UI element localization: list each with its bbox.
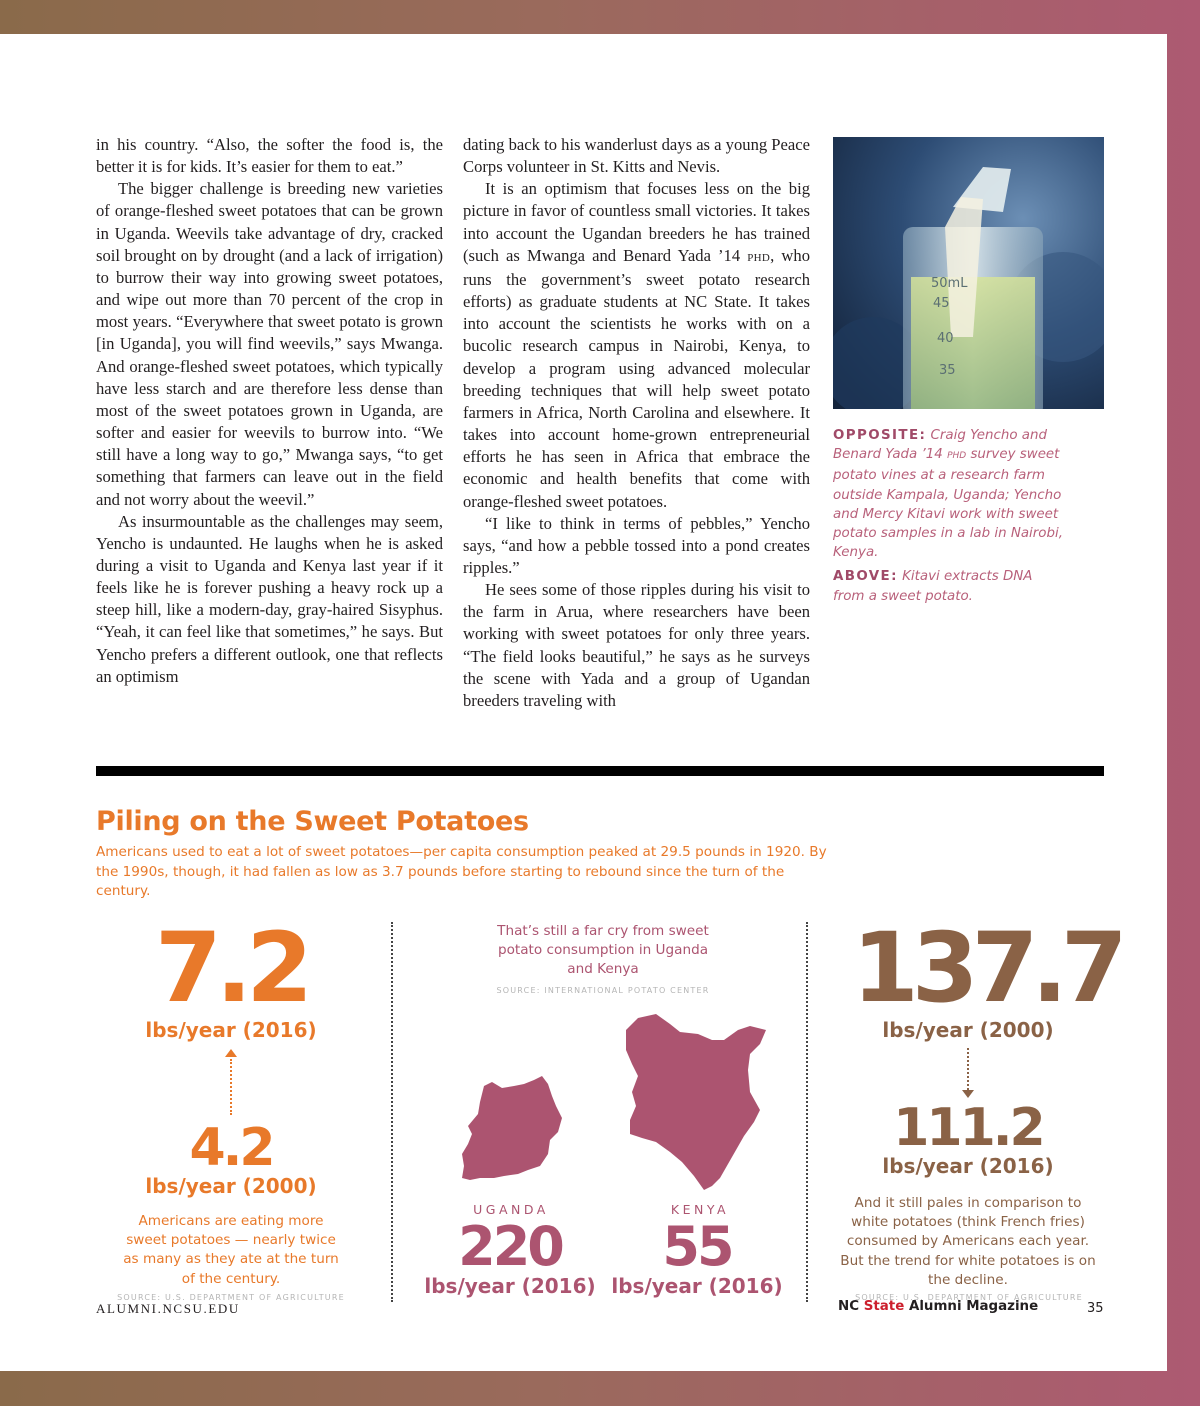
- stat-value: 111.2: [893, 1098, 1043, 1158]
- uganda-label: UGANDA: [473, 1202, 549, 1217]
- section-divider: [96, 766, 1104, 776]
- stat-unit: lbs/year (2016): [145, 1018, 317, 1042]
- stat-value: 55: [662, 1215, 732, 1278]
- stat-unit: lbs/year (2016): [882, 1154, 1054, 1178]
- dotted-connector: [967, 1048, 969, 1090]
- article-column-1: [96, 134, 443, 688]
- svg-text:40: 40: [937, 331, 954, 346]
- svg-text:45: 45: [933, 296, 950, 311]
- us-2016-stat: [120, 912, 342, 1042]
- stat-unit: lbs/year (2000): [882, 1018, 1054, 1042]
- uganda-stat: [420, 1215, 600, 1298]
- dotted-divider: [806, 922, 808, 1302]
- paragraph: As insurmountable as the challenges may seem, Yencho is undaunted. He laughs when he is asked during a visit to Uganda and Kenya last year if it feels like he is forever pushing a heavy rock up a steep hill, like a modern-day, gray-haired Sisyphus. “Yeah, it can feel like that sometimes,” he says. But Yencho prefers a different outlook, one that reflects an optimism: [96, 511, 443, 686]
- stat-value: 220: [458, 1215, 562, 1278]
- infographic-subtitle: Americans used to eat a lot of sweet potatoes—per capita consumption peaked at 29.5 pounds in 1920. By the 1990s, though, it had fallen as low as 3.7 pounds before starting to rebound since the turn of the century.: [96, 844, 827, 899]
- kenya-label: KENYA: [670, 1202, 730, 1217]
- page-number: 35: [1087, 1301, 1104, 1316]
- paragraph: It is an optimism that focuses less on the big picture in favor of countless small victories. It takes into account the Ugandan breeders he has trained (such as Mwanga and Benard Yada ’14 PHD, who runs the government’s sweet potato research efforts) as graduate students at NC State. It takes into account the scientists he works with on a bucolic research campus in Nairobi, Kenya, to develop a program using advanced molecular breeding techniques that will help sweet potato farmers in Africa, North Carolina and elsewhere. It takes into account home-grown entrepreneurial efforts he has seen in Africa that embrace the economic and health benefits that come with orange-fleshed sweet potatoes.: [463, 179, 810, 511]
- stat-unit: lbs/year (2016): [424, 1274, 596, 1298]
- paragraph: He sees some of those ripples during his visit to the farm in Arua, where researchers have been working with sweet potatoes for only three years. “The field looks beautiful,” he says as he surveys the scene with Yada and a group of Ugandan breeders traveling with: [463, 580, 810, 710]
- infographic-title: Piling on the Sweet Potatoes: [96, 806, 529, 837]
- us-2000-stat: [120, 1118, 342, 1198]
- dotted-connector: [230, 1059, 232, 1115]
- stat-value: 7.2: [154, 912, 308, 1024]
- kenya-map: [620, 1010, 790, 1200]
- caption-opposite: OPPOSITE: Craig Yencho and Benard Yada ’14 PHD survey sweet potato vines at a research farm outside Kampala, Uganda; Yencho and Mercy Kitavi work with sweet potato samples in a lab in Nairobi, Kenya.: [833, 428, 1063, 561]
- footer-url: ALUMNI.NCSU.EDU: [96, 1301, 240, 1316]
- source-usda: SOURCE: U.S. DEPARTMENT OF AGRICULTURE: [855, 1293, 1083, 1302]
- white-potato-2016-stat: [852, 1098, 1084, 1178]
- stat-unit: lbs/year (2000): [145, 1174, 317, 1198]
- arrow-up-icon: [225, 1049, 237, 1057]
- source-usda: SOURCE: U.S. DEPARTMENT OF AGRICULTURE: [117, 1293, 345, 1302]
- photo-caption: [833, 426, 1063, 606]
- paragraph: in his country. “Also, the softer the food is, the better it is for kids. It’s easier for them to eat.”: [96, 135, 443, 177]
- stat-value: 137.7: [852, 912, 1121, 1024]
- magazine-name: NC State Alumni Magazine: [838, 1299, 1039, 1314]
- caption-above: ABOVE: Kitavi extracts DNA from a sweet potato.: [833, 569, 1033, 604]
- white-potato-2000-stat: [852, 912, 1121, 1042]
- stat-unit: lbs/year (2016): [611, 1274, 783, 1298]
- svg-text:35: 35: [939, 363, 956, 378]
- middle-intro: That’s still a far cry from sweet potato consumption in Uganda and Kenya: [497, 923, 709, 978]
- paragraph: The bigger challenge is breeding new varieties of orange-fleshed sweet potatoes that can be grown in Uganda. Weevils take advantage of dry, cracked soil brought on by drought (and a lack of irrigation) to burrow their way into growing sweet potatoes, and wipe out more than 70 percent of the crop in most years. “Everywhere that sweet potato is grown [in Uganda], you will find weevils,” says Mwanga. And orange-fleshed sweet potatoes, which typically have less starch and are therefore less dense than most of the sweet potatoes grown in Uganda, are softer and easier for weevils to burrow into. “We still have a long way to go,” Mwanga says, “to get something that farmers can leave out in the field and not worry about the weevil.”: [96, 179, 443, 509]
- stat-value: 4.2: [189, 1118, 273, 1178]
- uganda-map: [458, 1074, 568, 1194]
- paragraph: dating back to his wanderlust days as a young Peace Corps volunteer in St. Kitts and Nevis.: [463, 135, 810, 177]
- magazine-page: [0, 34, 1167, 1371]
- lab-photo: [833, 137, 1104, 409]
- kenya-stat: [607, 1215, 787, 1298]
- us-sweet-potato-note: Americans are eating more sweet potatoes — nearly twice as many as they ate at the turn of the century.: [123, 1213, 339, 1287]
- article-column-2: [463, 134, 810, 712]
- white-potato-note: And it still pales in comparison to white potatoes (think French fries) consumed by Americans each year. But the trend for white potatoes is on the decline.: [840, 1195, 1096, 1288]
- svg-text:50mL: 50mL: [931, 276, 968, 291]
- arrow-down-icon: [962, 1090, 974, 1098]
- paragraph: “I like to think in terms of pebbles,” Yencho says, “and how a pebble tossed into a pond creates ripples.”: [463, 513, 810, 577]
- source-cip: SOURCE: INTERNATIONAL POTATO CENTER: [496, 986, 710, 995]
- dotted-divider: [391, 922, 393, 1302]
